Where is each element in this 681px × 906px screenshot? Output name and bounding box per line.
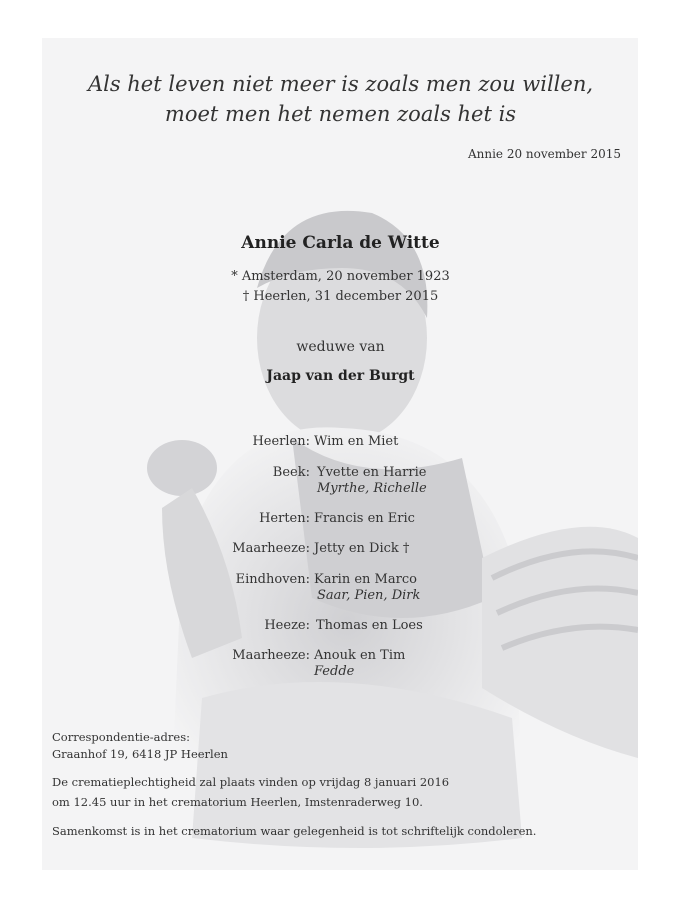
family-names: Yvette en Harrie: [317, 465, 427, 480]
family-place: Heerlen:: [252, 434, 310, 449]
birth-line: * Amsterdam, 20 november 1923: [231, 269, 450, 284]
family-names: Karin en Marco: [314, 572, 417, 587]
family-names: Jetty en Dick †: [314, 541, 410, 556]
spouse-name: Jaap van der Burgt: [266, 368, 415, 384]
family-children: Saar, Pien, Dirk: [317, 588, 421, 603]
deceased-name: Annie Carla de Witte: [241, 233, 440, 253]
correspondence-address: Graanhof 19, 6418 JP Heerlen: [52, 747, 228, 761]
family-names: Wim en Miet: [314, 434, 399, 449]
family-place: Maarheeze:: [232, 648, 310, 663]
correspondence-label: Correspondentie-adres:: [52, 730, 190, 744]
family-place: Maarheeze:: [232, 541, 310, 556]
quote-signature: Annie 20 november 2015: [467, 147, 621, 161]
family-place: Heeze:: [264, 618, 310, 633]
family-names: Anouk en Tim: [314, 648, 406, 663]
family-names: Thomas en Loes: [316, 618, 423, 633]
ceremony-line-1: De crematieplechtigheid zal plaats vinden op vrijdag 8 januari 2016: [52, 775, 450, 789]
family-children: Myrthe, Richelle: [317, 481, 427, 496]
family-place: Beek:: [272, 465, 310, 480]
faded-portrait-photo: [42, 38, 638, 870]
quote-line-2: moet men het nemen zoals het is: [164, 102, 517, 126]
family-place: Herten:: [259, 511, 310, 526]
death-line: † Heerlen, 31 december 2015: [242, 289, 439, 304]
family-place: Eindhoven:: [235, 572, 310, 587]
gathering-line: Samenkomst is in het crematorium waar gelegenheid is tot schriftelijk condoleren.: [52, 824, 537, 838]
memorial-card: [42, 38, 638, 870]
quote-line-1: Als het leven niet meer is zoals men zou willen,: [87, 72, 594, 96]
family-children: Fedde: [314, 664, 355, 679]
widow-of-label: weduwe van: [296, 339, 385, 355]
ceremony-line-2: om 12.45 uur in het crematorium Heerlen, Imstenraderweg 10.: [52, 795, 423, 809]
family-names: Francis en Eric: [314, 511, 415, 526]
